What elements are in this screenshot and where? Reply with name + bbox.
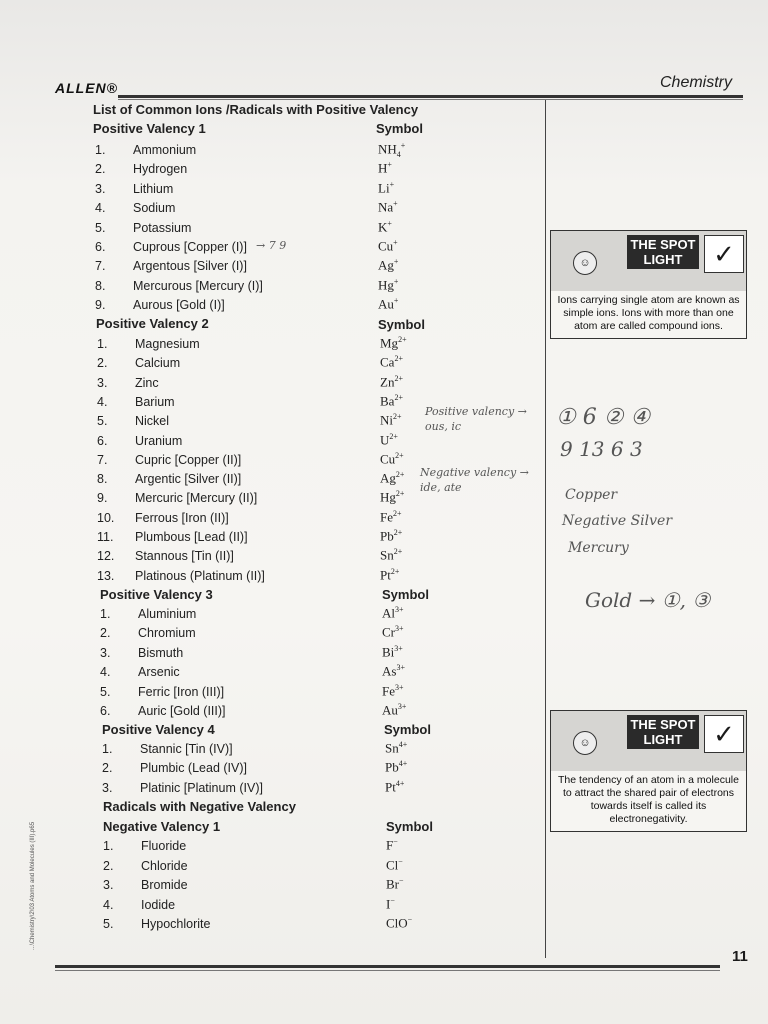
row-number: 5. — [100, 684, 111, 699]
ion-symbol — [382, 605, 404, 621]
symbol-base: Zn — [380, 373, 395, 389]
header-rule-thin — [118, 99, 743, 100]
symbol-base: Pb — [385, 759, 399, 775]
symbol-base: Br — [386, 876, 399, 892]
symbol-charge: 2+ — [394, 354, 403, 364]
allen-logo: ALLEN® — [55, 80, 118, 96]
row-number: 3. — [103, 878, 114, 893]
ion-symbol — [382, 683, 404, 699]
symbol-charge: 4+ — [398, 759, 408, 769]
ion-symbol — [386, 837, 398, 853]
symbol-charge: 2+ — [394, 392, 403, 402]
list-heading: List of Common Ions /Radicals with Positive Valency — [93, 102, 419, 117]
symbol-charge: 2+ — [393, 412, 402, 422]
ion-name: Plumbous [Lead (II)] — [135, 530, 248, 544]
ion-name: Argentous [Silver (I)] — [133, 259, 247, 274]
ion-name: Auric [Gold (III)] — [138, 704, 226, 718]
symbol-base: Cl — [386, 856, 399, 872]
symbol-charge: 2+ — [390, 566, 400, 576]
symbol-charge: 2+ — [393, 508, 402, 518]
symbol-base: As — [382, 663, 397, 679]
ion-name: Arsenic — [138, 665, 180, 680]
ion-name: Barium — [135, 394, 175, 409]
symbol-base: Hg — [380, 489, 396, 505]
spotlight-text: The tendency of an atom in a molecule to attract the shared pair of electrons towards itself is called its electronegativity. — [558, 774, 739, 825]
subject-title: Chemistry — [660, 74, 733, 91]
symbol-charge: 2+ — [395, 489, 405, 499]
handwritten-word: Mercury — [568, 540, 629, 556]
table-row — [100, 663, 360, 681]
ion-symbol — [380, 547, 402, 563]
ion-name: Cupric [Copper (II)] — [135, 452, 242, 467]
ion-symbol — [378, 219, 392, 235]
symbol-base: NH — [378, 141, 397, 157]
ion-name: Nickel — [135, 414, 170, 429]
ion-symbol — [380, 432, 398, 448]
row-number: 1. — [103, 839, 114, 853]
table-row — [97, 567, 357, 585]
table-row — [97, 489, 357, 507]
table-row — [103, 857, 363, 875]
ion-name: Stannic [Tin (IV)] — [140, 742, 233, 756]
row-number: 3. — [95, 181, 106, 196]
row-number: 6. — [95, 240, 106, 254]
symbol-base: I — [386, 896, 391, 912]
ion-symbol — [385, 740, 407, 756]
symbol-base: Sn — [385, 740, 399, 756]
symbol-charge: 2+ — [393, 528, 403, 537]
row-number: 9. — [95, 298, 106, 313]
symbol-charge: + — [389, 179, 395, 189]
column-divider — [545, 100, 546, 958]
ion-name: Sodium — [133, 201, 176, 216]
section-title: Negative Valency 1 — [103, 819, 221, 834]
ion-symbol — [380, 470, 404, 486]
table-row — [97, 354, 357, 372]
row-number: 10. — [97, 510, 115, 525]
ion-symbol — [385, 779, 404, 795]
ion-symbol — [386, 896, 395, 912]
ion-symbol — [380, 528, 402, 544]
table-row — [97, 547, 357, 565]
ion-name: Aurous [Gold (I)] — [133, 298, 225, 313]
table-row — [103, 896, 363, 914]
table-row — [95, 277, 355, 295]
row-number: 4. — [95, 201, 106, 216]
symbol-charge: + — [393, 199, 398, 209]
page-number: 11 — [732, 948, 748, 965]
symbol-charge: 2+ — [395, 470, 405, 480]
symbol-subscript: 4 — [396, 149, 401, 159]
smiley-icon: ☺ — [573, 731, 597, 755]
row-number: 9. — [97, 491, 108, 506]
table-row — [97, 470, 357, 488]
symbol-charge: + — [387, 160, 392, 170]
row-number: 4. — [97, 394, 108, 409]
ion-symbol — [378, 277, 398, 293]
table-row — [95, 238, 355, 256]
ion-symbol — [378, 199, 398, 215]
ion-name: Chloride — [141, 858, 188, 873]
file-path-margin: ...\Chemistry\2\03 Atoms and Molecules (III).p65 — [30, 821, 36, 950]
symbol-charge: − — [407, 915, 413, 925]
spotlight-box — [550, 230, 747, 339]
symbol-charge: 4+ — [398, 740, 408, 749]
ion-name: Bismuth — [138, 645, 184, 660]
symbol-charge: + — [393, 257, 399, 267]
symbol-header: Symbol — [382, 587, 429, 602]
row-number: 5. — [103, 917, 114, 932]
ion-symbol — [378, 141, 405, 159]
row-number: 4. — [103, 897, 114, 912]
symbol-base: Pt — [380, 566, 391, 582]
symbol-charge: + — [400, 141, 406, 150]
spotlight-box — [550, 710, 747, 832]
symbol-base: Li — [378, 180, 390, 196]
row-number: 6. — [97, 433, 108, 448]
row-number: 5. — [97, 414, 108, 429]
symbol-charge: 2+ — [389, 431, 398, 441]
ion-name: Fluoride — [141, 839, 187, 853]
symbol-base: Ca — [380, 354, 395, 370]
table-row — [95, 257, 355, 275]
symbol-charge: 3+ — [394, 643, 403, 653]
table-row — [95, 180, 355, 198]
ion-symbol — [382, 624, 404, 640]
ion-name: Magnesium — [135, 337, 200, 351]
checkmark-icon: ✓ — [704, 235, 744, 273]
row-number: 8. — [97, 472, 108, 487]
symbol-base: Al — [382, 605, 395, 621]
section-title: Positive Valency 4 — [102, 722, 215, 737]
ion-name: Zinc — [135, 375, 159, 390]
table-row — [100, 702, 360, 720]
table-row — [102, 759, 362, 777]
spotlight-header — [551, 231, 746, 291]
symbol-base: K — [378, 218, 388, 234]
table-row — [95, 141, 355, 159]
symbol-base: F — [386, 837, 394, 853]
symbol-base: Sn — [380, 547, 394, 563]
ion-name: Ammonium — [133, 143, 197, 157]
table-row — [102, 779, 362, 797]
symbol-base: Fe — [382, 682, 395, 698]
negative-heading: Radicals with Negative Valency — [103, 799, 296, 814]
footer-rule — [55, 965, 720, 968]
symbol-charge: + — [393, 276, 399, 286]
handwritten-numbers: ① 6 ② ④ — [556, 405, 651, 430]
symbol-base: Fe — [380, 509, 393, 525]
symbol-header: Symbol — [384, 722, 431, 737]
ion-name: Platinous (Platinum (II)] — [135, 568, 265, 583]
smiley-icon: ☺ — [573, 251, 597, 275]
ion-name: Ferrous [Iron (II)] — [135, 510, 229, 525]
symbol-charge: 3+ — [395, 605, 404, 614]
ion-symbol — [378, 296, 398, 312]
row-number: 2. — [100, 626, 111, 641]
table-row — [95, 199, 355, 217]
symbol-base: Au — [378, 296, 394, 312]
symbol-charge: 4+ — [395, 778, 405, 788]
symbol-charge: 2+ — [395, 450, 404, 460]
row-number: 1. — [97, 337, 108, 351]
row-number: 7. — [95, 259, 106, 274]
row-number: 2. — [103, 858, 114, 873]
row-number: 13. — [97, 568, 115, 583]
row-number: 8. — [95, 278, 106, 293]
row-number: 6. — [100, 704, 111, 718]
symbol-charge: − — [398, 856, 403, 866]
symbol-base: Ba — [380, 393, 395, 409]
handwritten-numbers: 9 13 6 3 — [560, 437, 643, 461]
row-number: 2. — [95, 162, 106, 177]
footer-rule-thin — [55, 970, 720, 971]
row-number: 11. — [97, 530, 114, 544]
ion-symbol — [380, 489, 404, 505]
section-title: Positive Valency 3 — [100, 587, 213, 602]
symbol-charge: 3+ — [395, 624, 404, 634]
ion-name: Lithium — [133, 181, 174, 196]
row-number: 1. — [95, 143, 106, 157]
ion-symbol — [378, 238, 398, 254]
table-row — [100, 644, 360, 662]
row-number: 12. — [97, 549, 115, 564]
handwritten-word: Gold → ①, ③ — [585, 588, 711, 612]
ion-name: Aluminium — [138, 607, 197, 621]
ion-symbol — [380, 509, 402, 525]
ion-name: Plumbic (Lead (IV)] — [140, 761, 247, 776]
row-number: 2. — [97, 356, 108, 371]
symbol-charge: 3+ — [395, 682, 404, 692]
symbol-base: Mg — [380, 335, 399, 351]
symbol-charge: − — [390, 895, 395, 905]
ion-name: Mercurous [Mercury (I)] — [133, 278, 263, 293]
section-title: Positive Valency 1 — [93, 121, 206, 136]
symbol-charge: 3+ — [396, 663, 405, 673]
row-number: 1. — [100, 607, 111, 621]
symbol-charge: + — [393, 238, 398, 247]
spotlight-header — [551, 711, 746, 771]
ion-name: Calcium — [135, 356, 181, 371]
row-number: 4. — [100, 665, 111, 680]
ion-symbol — [380, 451, 404, 467]
table-row — [95, 160, 355, 178]
ion-symbol — [378, 257, 398, 273]
table-row — [97, 528, 357, 546]
symbol-base: Ag — [380, 470, 396, 486]
ion-name: Cuprous [Copper (I)] — [133, 240, 247, 254]
ion-name: Ferric [Iron (III)] — [138, 684, 225, 699]
symbol-charge: 2+ — [398, 335, 407, 344]
ion-symbol — [380, 374, 403, 390]
row-number: 1. — [102, 742, 113, 756]
symbol-base: Pt — [385, 779, 396, 795]
ion-name: Hypochlorite — [141, 917, 211, 932]
handwritten-note-negative: Negative valency → ide, ate — [420, 466, 529, 494]
row-number: 2. — [102, 761, 113, 776]
checkmark-icon: ✓ — [704, 715, 744, 753]
ion-symbol — [386, 857, 403, 873]
ion-name: Iodide — [141, 897, 176, 912]
row-number: 7. — [97, 452, 108, 467]
ion-symbol — [380, 567, 399, 583]
table-row — [100, 624, 360, 642]
symbol-charge: 2+ — [393, 547, 403, 557]
table-row — [95, 219, 355, 237]
table-row — [97, 393, 357, 411]
table-row — [97, 509, 357, 527]
symbol-charge: + — [387, 218, 392, 228]
ion-symbol — [382, 663, 405, 679]
row-number: 3. — [97, 375, 108, 390]
ion-symbol — [378, 160, 392, 176]
symbol-base: Bi — [382, 644, 395, 660]
symbol-charge: 3+ — [397, 702, 407, 711]
symbol-base: H — [378, 160, 388, 176]
header-rule — [118, 95, 743, 98]
symbol-base: Hg — [378, 277, 394, 293]
handwritten-note-positive: Positive valency → ous, ic — [425, 405, 527, 433]
spotlight-label: THE SPOT LIGHT — [627, 235, 699, 269]
table-row — [97, 374, 357, 392]
ion-name: Chromium — [138, 626, 196, 641]
symbol-header: Symbol — [378, 317, 425, 332]
symbol-header: Symbol — [376, 121, 423, 136]
table-row — [100, 683, 360, 701]
ion-name: Hydrogen — [133, 162, 188, 177]
symbol-base: Pb — [380, 528, 394, 544]
table-row — [97, 451, 357, 469]
spotlight-text: Ions carrying single atom are known as simple ions. Ions with more than one atom are called compound ions. — [557, 294, 740, 332]
ion-name: Uranium — [135, 433, 183, 448]
ion-symbol — [380, 354, 403, 370]
table-row — [97, 335, 357, 353]
handwritten-word: Negative Silver — [562, 513, 673, 529]
symbol-base: Ag — [378, 257, 394, 273]
ion-name: Stannous [Tin (II)] — [135, 549, 234, 564]
ion-name: Bromide — [141, 878, 188, 893]
ion-name: Argentic [Silver (II)] — [135, 472, 242, 487]
symbol-charge: + — [393, 296, 399, 306]
symbol-base: Cu — [380, 451, 396, 467]
ion-symbol — [385, 759, 407, 775]
table-row — [97, 432, 357, 450]
ion-symbol — [380, 393, 403, 409]
symbol-charge: − — [393, 837, 398, 846]
table-row — [103, 837, 363, 855]
ion-symbol — [382, 702, 406, 718]
spotlight-label: THE SPOT LIGHT — [627, 715, 699, 749]
row-number: 3. — [102, 780, 113, 795]
handwritten-margin-note: → 7 9 — [256, 239, 287, 252]
ion-symbol — [386, 876, 404, 892]
symbol-base: Cr — [382, 624, 395, 640]
table-row — [102, 740, 362, 758]
symbol-header: Symbol — [386, 819, 433, 834]
ion-name: Platinic [Platinum (IV)] — [140, 780, 263, 795]
symbol-charge: 2+ — [394, 373, 403, 383]
symbol-charge: − — [399, 876, 404, 886]
symbol-base: U — [380, 431, 390, 447]
ion-name: Potassium — [133, 220, 192, 235]
symbol-base: Cu — [378, 238, 394, 254]
table-row — [97, 412, 357, 430]
handwritten-word: Copper — [565, 487, 618, 503]
ion-symbol — [380, 412, 402, 428]
symbol-base: ClO — [386, 915, 408, 931]
row-number: 5. — [95, 220, 106, 235]
ion-symbol — [380, 335, 407, 351]
table-row — [95, 296, 355, 314]
symbol-base: Ni — [380, 412, 393, 428]
table-row — [103, 915, 363, 933]
ion-name: Mercuric [Mercury (II)] — [135, 491, 258, 506]
section-title: Positive Valency 2 — [96, 316, 209, 331]
row-number: 3. — [100, 645, 111, 660]
table-row — [103, 876, 363, 894]
symbol-base: Au — [382, 702, 398, 718]
table-row — [100, 605, 360, 623]
ion-symbol — [378, 180, 394, 196]
ion-symbol — [382, 644, 403, 660]
ion-symbol — [386, 915, 412, 931]
symbol-base: Na — [378, 199, 394, 215]
